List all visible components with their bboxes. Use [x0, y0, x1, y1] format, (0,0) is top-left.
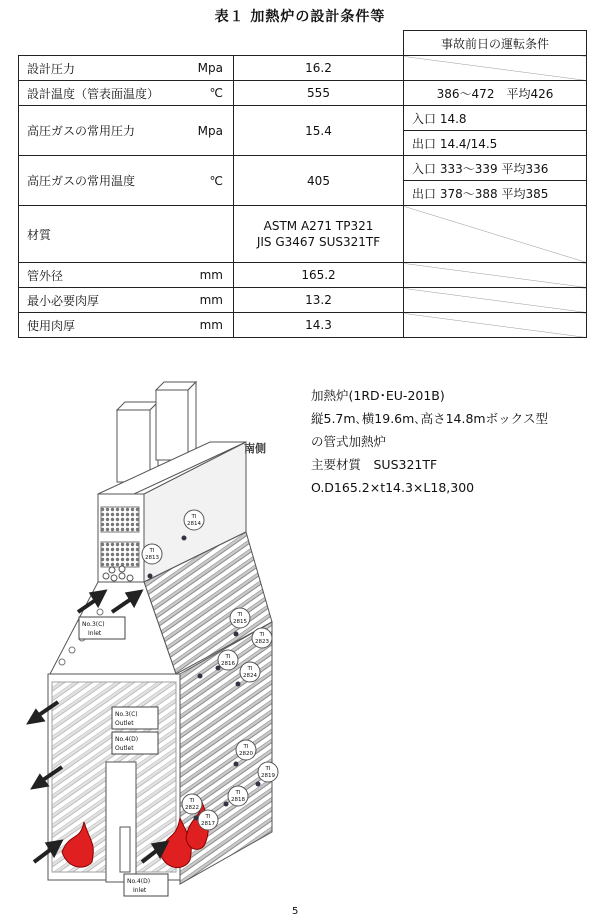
ti-tag-label: TI [225, 654, 231, 660]
row-value: 555 [234, 81, 404, 106]
ti-tag-number: 2818 [231, 797, 245, 803]
row-unit: mm [199, 318, 223, 332]
row-operating-blank [404, 288, 587, 313]
row-label-cell [19, 206, 234, 263]
inlet-4-text: No.4(D) [127, 878, 151, 885]
ti-tag-number: 2823 [255, 639, 269, 645]
furnace-description [311, 384, 548, 499]
row-unit: Mpa [197, 124, 223, 138]
inlet-3-sub: Inlet [88, 630, 102, 637]
inlet-4-sub: Inlet [133, 887, 147, 894]
ti-tag-label: TI [191, 514, 197, 520]
row-unit: ℃ [209, 86, 223, 100]
table-row [19, 56, 587, 81]
row-unit: Mpa [197, 61, 223, 75]
row-label-cell [19, 288, 234, 313]
row-operating-inlet: 入口 14.8 [404, 106, 587, 131]
row-operating-blank [404, 313, 587, 338]
outlet-3-text: No.3(C) [115, 711, 138, 718]
row-operating-blank [404, 206, 587, 263]
outlet-4-text: No.4(D) [115, 736, 139, 743]
table-row [19, 263, 587, 288]
ti-tag-number: 2815 [233, 619, 247, 625]
ti-tag-number: 2824 [243, 673, 257, 679]
ti-tag-label: TI [247, 666, 253, 672]
row-value-material [234, 206, 404, 263]
row-label-cell [19, 156, 234, 206]
row-value: 14.3 [234, 313, 404, 338]
row-label: 材質 [27, 227, 52, 242]
outlet-4-sub: Outlet [115, 745, 134, 752]
furnace-diagram [0, 372, 300, 912]
ti-tag-label: TI [189, 798, 195, 804]
ti-tag-label: TI [235, 790, 241, 796]
row-unit: mm [199, 293, 223, 307]
row-unit: ℃ [209, 174, 223, 188]
table-row [19, 81, 587, 106]
row-label-cell [19, 106, 234, 156]
material-astm: ASTM A271 TP321 [263, 219, 374, 233]
outlet-3-label [112, 707, 158, 729]
outlet-4-label [112, 732, 158, 754]
row-label: 管外径 [27, 268, 64, 283]
page-number: 5 [292, 906, 299, 917]
inlet-3-label [79, 617, 125, 639]
chimney-right [156, 382, 196, 460]
operating-conditions-header: 事故前日の運転条件 [404, 31, 587, 56]
row-label-cell [19, 56, 234, 81]
ti-tag-label: TI [205, 814, 211, 820]
description-line: 縦5.7m､横19.6m､高さ14.8mボックス型 [311, 411, 548, 426]
row-label: 高圧ガスの常用圧力 [27, 124, 136, 138]
ti-tag-label: TI [265, 766, 271, 772]
design-conditions-table [18, 30, 587, 338]
row-value: 15.4 [234, 106, 404, 156]
ti-tag-label: TI [243, 744, 249, 750]
description-line: 主要材質 SUS321TF [311, 457, 438, 472]
table-row [19, 313, 587, 338]
row-value: 13.2 [234, 288, 404, 313]
row-label: 使用肉厚 [27, 318, 76, 333]
ti-tag-number: 2820 [239, 751, 253, 757]
table-row [19, 156, 587, 181]
table-row [19, 206, 587, 263]
row-value: 165.2 [234, 263, 404, 288]
material-jis: JIS G3467 SUS321TF [256, 235, 381, 249]
row-operating-outlet: 出口 14.4/14.5 [404, 131, 587, 156]
row-value: 405 [234, 156, 404, 206]
outlet-3-sub: Outlet [115, 720, 134, 727]
ti-tag-label: TI [259, 632, 265, 638]
row-label: 設計温度（管表面温度） [27, 86, 160, 101]
row-value: 16.2 [234, 56, 404, 81]
ti-tag-number: 2817 [201, 821, 215, 827]
table-row [19, 288, 587, 313]
row-unit: mm [199, 268, 223, 282]
row-label-cell [19, 313, 234, 338]
table-header-row [19, 31, 587, 56]
description-line: 加熱炉(1RD･EU-201B) [311, 388, 445, 403]
ti-tag-number: 2816 [221, 661, 235, 667]
table-row [19, 106, 587, 131]
row-operating: 386～472 平均426 [404, 81, 587, 106]
row-operating-blank [404, 56, 587, 81]
ti-tag-number: 2814 [187, 521, 201, 527]
row-label: 高圧ガスの常用温度 [27, 174, 136, 188]
row-label-cell [19, 263, 234, 288]
ti-tag-label: TI [149, 548, 155, 554]
row-label: 設計圧力 [27, 61, 76, 76]
row-operating-inlet: 入口 333～339 平均336 [404, 156, 587, 181]
ti-tag-label: TI [237, 612, 243, 618]
row-operating-outlet: 出口 378～388 平均385 [404, 181, 587, 206]
inlet-4-label [124, 874, 168, 896]
table-title: 表１ 加熱炉の設計条件等 [214, 9, 386, 25]
ti-tag-number: 2819 [261, 773, 275, 779]
ti-tag-number: 2822 [185, 805, 199, 811]
south-side-label: 南側 [244, 442, 266, 455]
row-operating-blank [404, 263, 587, 288]
row-label: 最小必要肉厚 [27, 293, 100, 308]
row-label-cell [19, 81, 234, 106]
description-line: O.D165.2×t14.3×L18,300 [311, 480, 475, 495]
inlet-3-text: No.3(C) [82, 621, 105, 628]
ti-tag-number: 2813 [145, 555, 159, 561]
description-line: の管式加熱炉 [311, 434, 387, 449]
